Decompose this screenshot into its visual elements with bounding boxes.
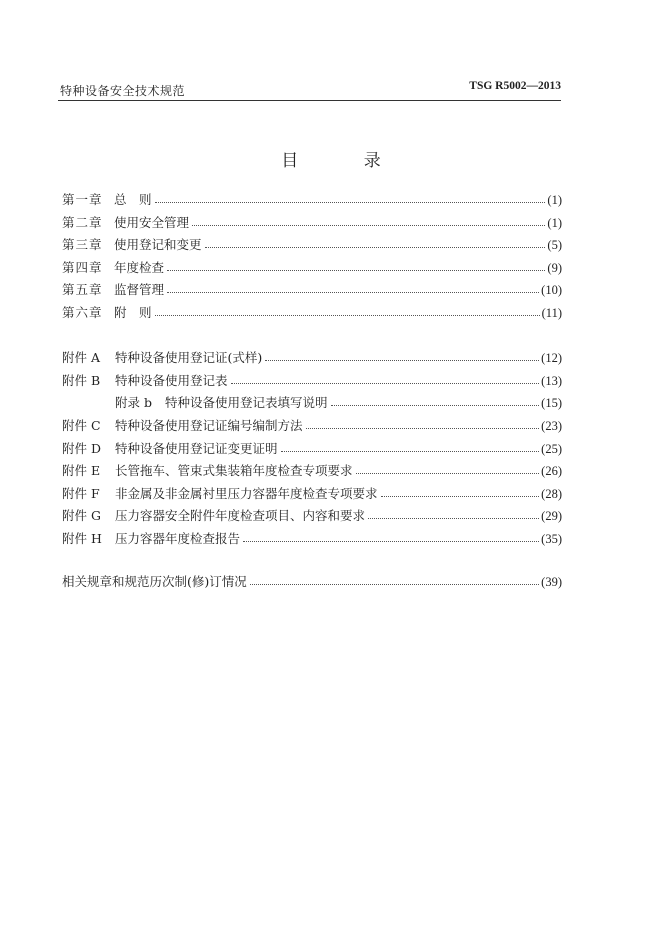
toc-entry-number: 附件 H [62, 531, 102, 546]
dot-leader [281, 451, 540, 452]
toc-entry-chapter-6[interactable] [62, 301, 562, 321]
dot-leader [243, 541, 539, 542]
toc-entry-page: (1) [547, 216, 562, 230]
toc-entry-appendix-a[interactable] [62, 346, 562, 366]
dot-leader [155, 315, 540, 316]
toc-entry-appendix-f[interactable] [62, 482, 562, 502]
header-divider [58, 100, 561, 101]
toc-entry-title: 长管拖车、管束式集装箱年度检查专项要求 [115, 463, 353, 478]
toc-entry-appendix-g[interactable] [62, 504, 562, 524]
toc-entry-number: 附件 G [62, 508, 101, 523]
header-series-title: 特种设备安全技术规范 [60, 84, 186, 98]
toc-entry-chapter-1[interactable] [62, 188, 562, 208]
toc-entry-page: (10) [541, 283, 562, 297]
toc-entry-page: (5) [547, 238, 562, 252]
toc-entry-number: 附件 D [62, 441, 101, 456]
toc-entry-page: (9) [547, 261, 562, 275]
dot-leader [368, 518, 539, 519]
toc-entry-number: 附件 F [62, 486, 100, 501]
dot-leader [250, 584, 539, 585]
toc-entry-title: 压力容器年度检查报告 [115, 531, 241, 546]
toc-entry-appendix-c[interactable] [62, 414, 562, 434]
toc-entry-title: 监督管理 [114, 282, 165, 297]
toc-entry-page: (25) [541, 442, 562, 456]
toc-entry-related-revisions[interactable] [62, 570, 562, 590]
toc-entry-chapter-5[interactable] [62, 278, 562, 298]
toc-entry-title: 特种设备使用登记表 [115, 373, 228, 388]
toc-entry-title: 相关规章和规范历次制(修)订情况 [62, 574, 247, 589]
toc-entry-number: 第一章 [62, 192, 103, 207]
toc-entry-title: 年度检查 [114, 260, 165, 275]
toc-entry-appendix-h[interactable] [62, 527, 562, 547]
toc-entry-number: 附件 E [62, 463, 101, 478]
toc-entry-page: (35) [541, 532, 562, 546]
toc-entry-number: 附件 A [62, 350, 101, 365]
toc-entry-number: 第四章 [62, 260, 103, 275]
dot-leader [265, 360, 539, 361]
dot-leader [381, 496, 540, 497]
toc-entry-page: (39) [541, 575, 562, 589]
toc-entry-title: 总 则 [114, 192, 152, 207]
dot-leader [331, 405, 540, 406]
toc-entry-page: (15) [541, 396, 562, 410]
toc-entry-title: 特种设备使用登记证变更证明 [115, 441, 278, 456]
toc-entry-page: (23) [541, 419, 562, 433]
dot-leader [192, 225, 545, 226]
toc-entry-appendix-d[interactable] [62, 437, 562, 457]
toc-entry-title: 压力容器安全附件年度检查项目、内容和要求 [115, 508, 366, 523]
dot-leader [167, 292, 539, 293]
toc-entry-chapter-2[interactable] [62, 211, 562, 231]
toc-entry-number: 附件 C [62, 418, 101, 433]
dot-leader [205, 247, 546, 248]
toc-entry-title: 使用安全管理 [114, 215, 190, 230]
toc-entry-page: (28) [541, 487, 562, 501]
header-standard-code: TSG R5002—2013 [469, 80, 561, 92]
toc-entry-number: 第三章 [62, 237, 103, 252]
toc-entry-title: 特种设备使用登记证(式样) [115, 350, 263, 365]
toc-entry-number: 第五章 [62, 282, 103, 297]
toc-entry-number: 附录 b [115, 395, 152, 410]
dot-leader [155, 202, 546, 203]
toc-entry-title: 使用登记和变更 [114, 237, 202, 252]
toc-entry-title: 附 则 [114, 305, 152, 320]
toc-entry-page: (11) [541, 306, 562, 320]
toc-entry-number: 附件 B [62, 373, 101, 388]
toc-entry-chapter-4[interactable] [62, 256, 562, 276]
dot-leader [356, 473, 540, 474]
toc-entry-title: 非金属及非金属衬里压力容器年度检查专项要求 [115, 486, 378, 501]
dot-leader [306, 428, 540, 429]
toc-title: 目 录 [281, 151, 411, 171]
toc-entry-page: (26) [541, 464, 562, 478]
toc-entry-page: (13) [541, 374, 562, 388]
toc-entry-page: (29) [541, 509, 562, 523]
toc-entry-appendix-e[interactable] [62, 459, 562, 479]
toc-entry-appendix-b[interactable] [62, 369, 562, 389]
toc-entry-title: 特种设备使用登记证编号编制方法 [115, 418, 303, 433]
toc-entry-title: 特种设备使用登记表填写说明 [165, 395, 328, 410]
toc-entry-number: 第六章 [62, 305, 103, 320]
dot-leader [231, 383, 540, 384]
toc-entry-chapter-3[interactable] [62, 233, 562, 253]
toc-entry-page: (12) [541, 351, 562, 365]
toc-entry-number: 第二章 [62, 215, 103, 230]
dot-leader [167, 270, 545, 271]
toc-entry-appendix-b-sub[interactable] [115, 391, 562, 411]
toc-entry-page: (1) [547, 193, 562, 207]
